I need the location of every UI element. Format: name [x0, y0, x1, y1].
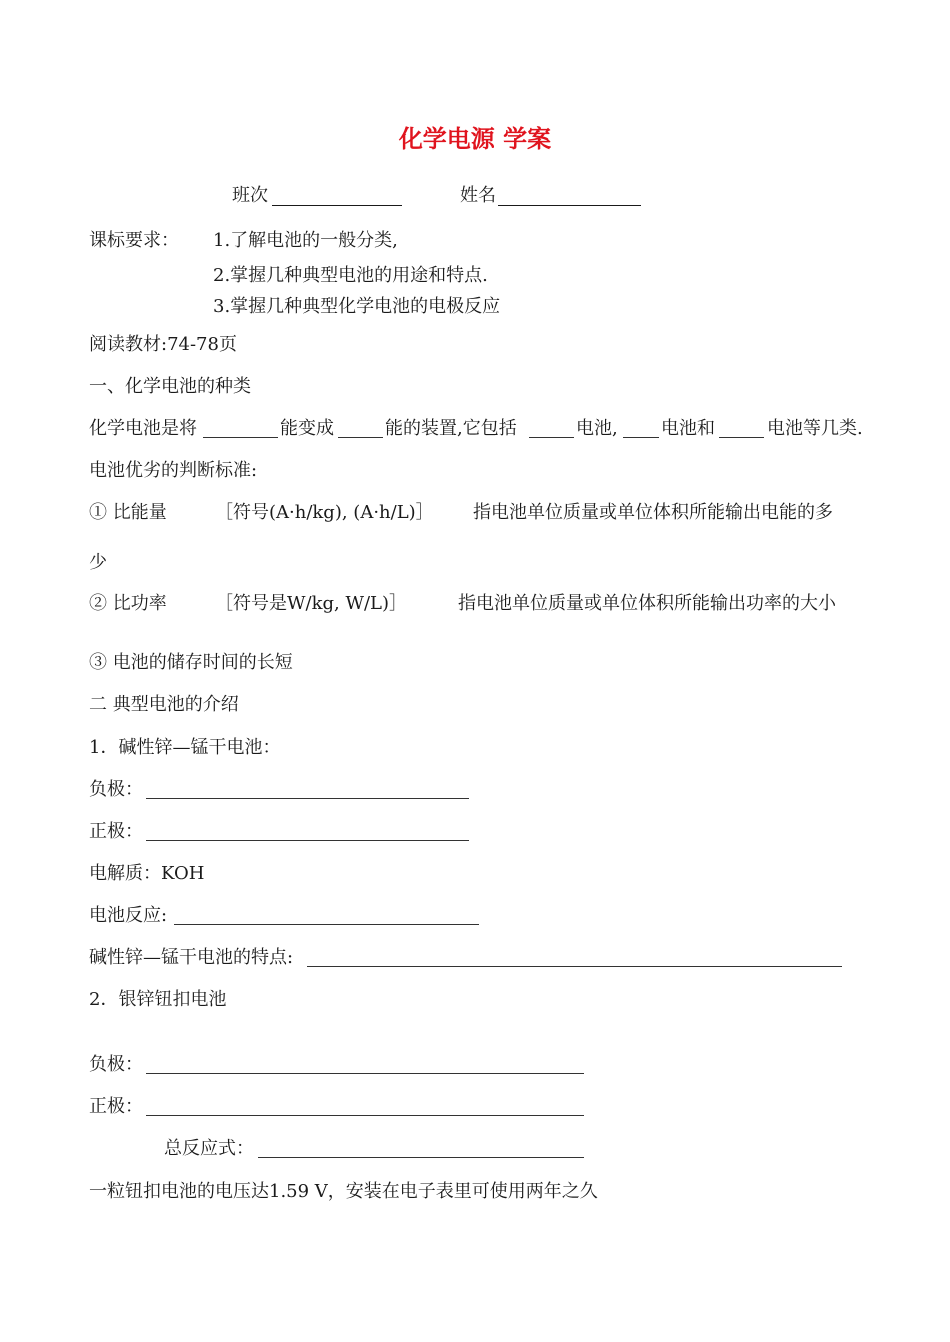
- criterion-1-name: ① 比能量: [89, 502, 167, 523]
- battery1-positive-label: 正极：: [89, 821, 143, 842]
- battery1-heading: 1．碱性锌—锰干电池：: [89, 737, 281, 758]
- requirement-3: 3.掌握几种典型化学电池的电极反应: [213, 296, 501, 317]
- criterion-1-symbol: ［符号(A·h/kg), (A·h/L)］: [215, 502, 434, 523]
- battery1-negative-label: 负极：: [89, 779, 143, 800]
- criteria-label: 电池优劣的判断标准:: [89, 460, 258, 481]
- battery1-features-label: 碱性锌—锰干电池的特点:: [89, 947, 294, 968]
- fill-blank-2[interactable]: [338, 437, 383, 438]
- battery2-negative-label: 负极：: [89, 1054, 143, 1075]
- fill-blank-4[interactable]: [623, 437, 659, 438]
- fill-text-2: 能变成: [280, 418, 334, 439]
- class-label: 班次: [232, 185, 268, 206]
- battery2-positive-blank[interactable]: [146, 1115, 584, 1116]
- battery1-negative-blank[interactable]: [146, 798, 469, 799]
- fill-text-1: 化学电池是将: [89, 418, 197, 439]
- criterion-2-name: ② 比功率: [89, 593, 167, 614]
- battery2-note: 一粒钮扣电池的电压达1.59 V，安装在电子表里可使用两年之久: [89, 1181, 598, 1202]
- fill-text-3: 能的装置,它包括: [385, 418, 517, 439]
- fill-text-6: 电池等几类.: [767, 418, 863, 439]
- fill-text-5: 电池和: [661, 418, 715, 439]
- criterion-2-symbol: ［符号是W/kg, W/L)］: [215, 593, 407, 614]
- section2-heading: 二 典型电池的介绍: [89, 694, 239, 715]
- criterion-1-desc: 指电池单位质量或单位体积所能输出电能的多: [473, 502, 833, 523]
- requirement-1: 1.了解电池的一般分类,: [213, 230, 398, 251]
- section1-heading: 一、化学电池的种类: [89, 376, 251, 397]
- fill-blank-5[interactable]: [719, 437, 764, 438]
- battery1-positive-blank[interactable]: [146, 840, 469, 841]
- fill-blank-1[interactable]: [203, 437, 278, 438]
- criterion-1-wrap: 少: [89, 552, 107, 573]
- name-label: 姓名: [460, 185, 496, 206]
- battery2-negative-blank[interactable]: [146, 1073, 584, 1074]
- name-blank[interactable]: [498, 205, 641, 206]
- battery1-reaction-label: 电池反应:: [89, 905, 168, 926]
- criterion-3: ③ 电池的储存时间的长短: [89, 652, 293, 673]
- criterion-2-desc: 指电池单位质量或单位体积所能输出功率的大小: [458, 593, 836, 614]
- fill-text-4: 电池,: [576, 418, 618, 439]
- battery2-heading: 2．银锌钮扣电池: [89, 989, 227, 1010]
- reading-assignment: 阅读教材:74-78页: [89, 334, 237, 355]
- battery2-overall-blank[interactable]: [258, 1157, 584, 1158]
- requirement-2: 2.掌握几种典型电池的用途和特点.: [213, 265, 488, 286]
- battery1-features-blank[interactable]: [307, 966, 842, 967]
- battery2-overall-label: 总反应式：: [164, 1138, 254, 1159]
- class-blank[interactable]: [272, 205, 402, 206]
- page-title: 化学电源 学案: [398, 125, 552, 153]
- battery1-electrolyte: 电解质：KOH: [89, 863, 205, 884]
- requirements-label: 课标要求：: [89, 230, 179, 251]
- battery2-positive-label: 正极：: [89, 1096, 143, 1117]
- fill-blank-3[interactable]: [529, 437, 574, 438]
- battery1-reaction-blank[interactable]: [174, 924, 479, 925]
